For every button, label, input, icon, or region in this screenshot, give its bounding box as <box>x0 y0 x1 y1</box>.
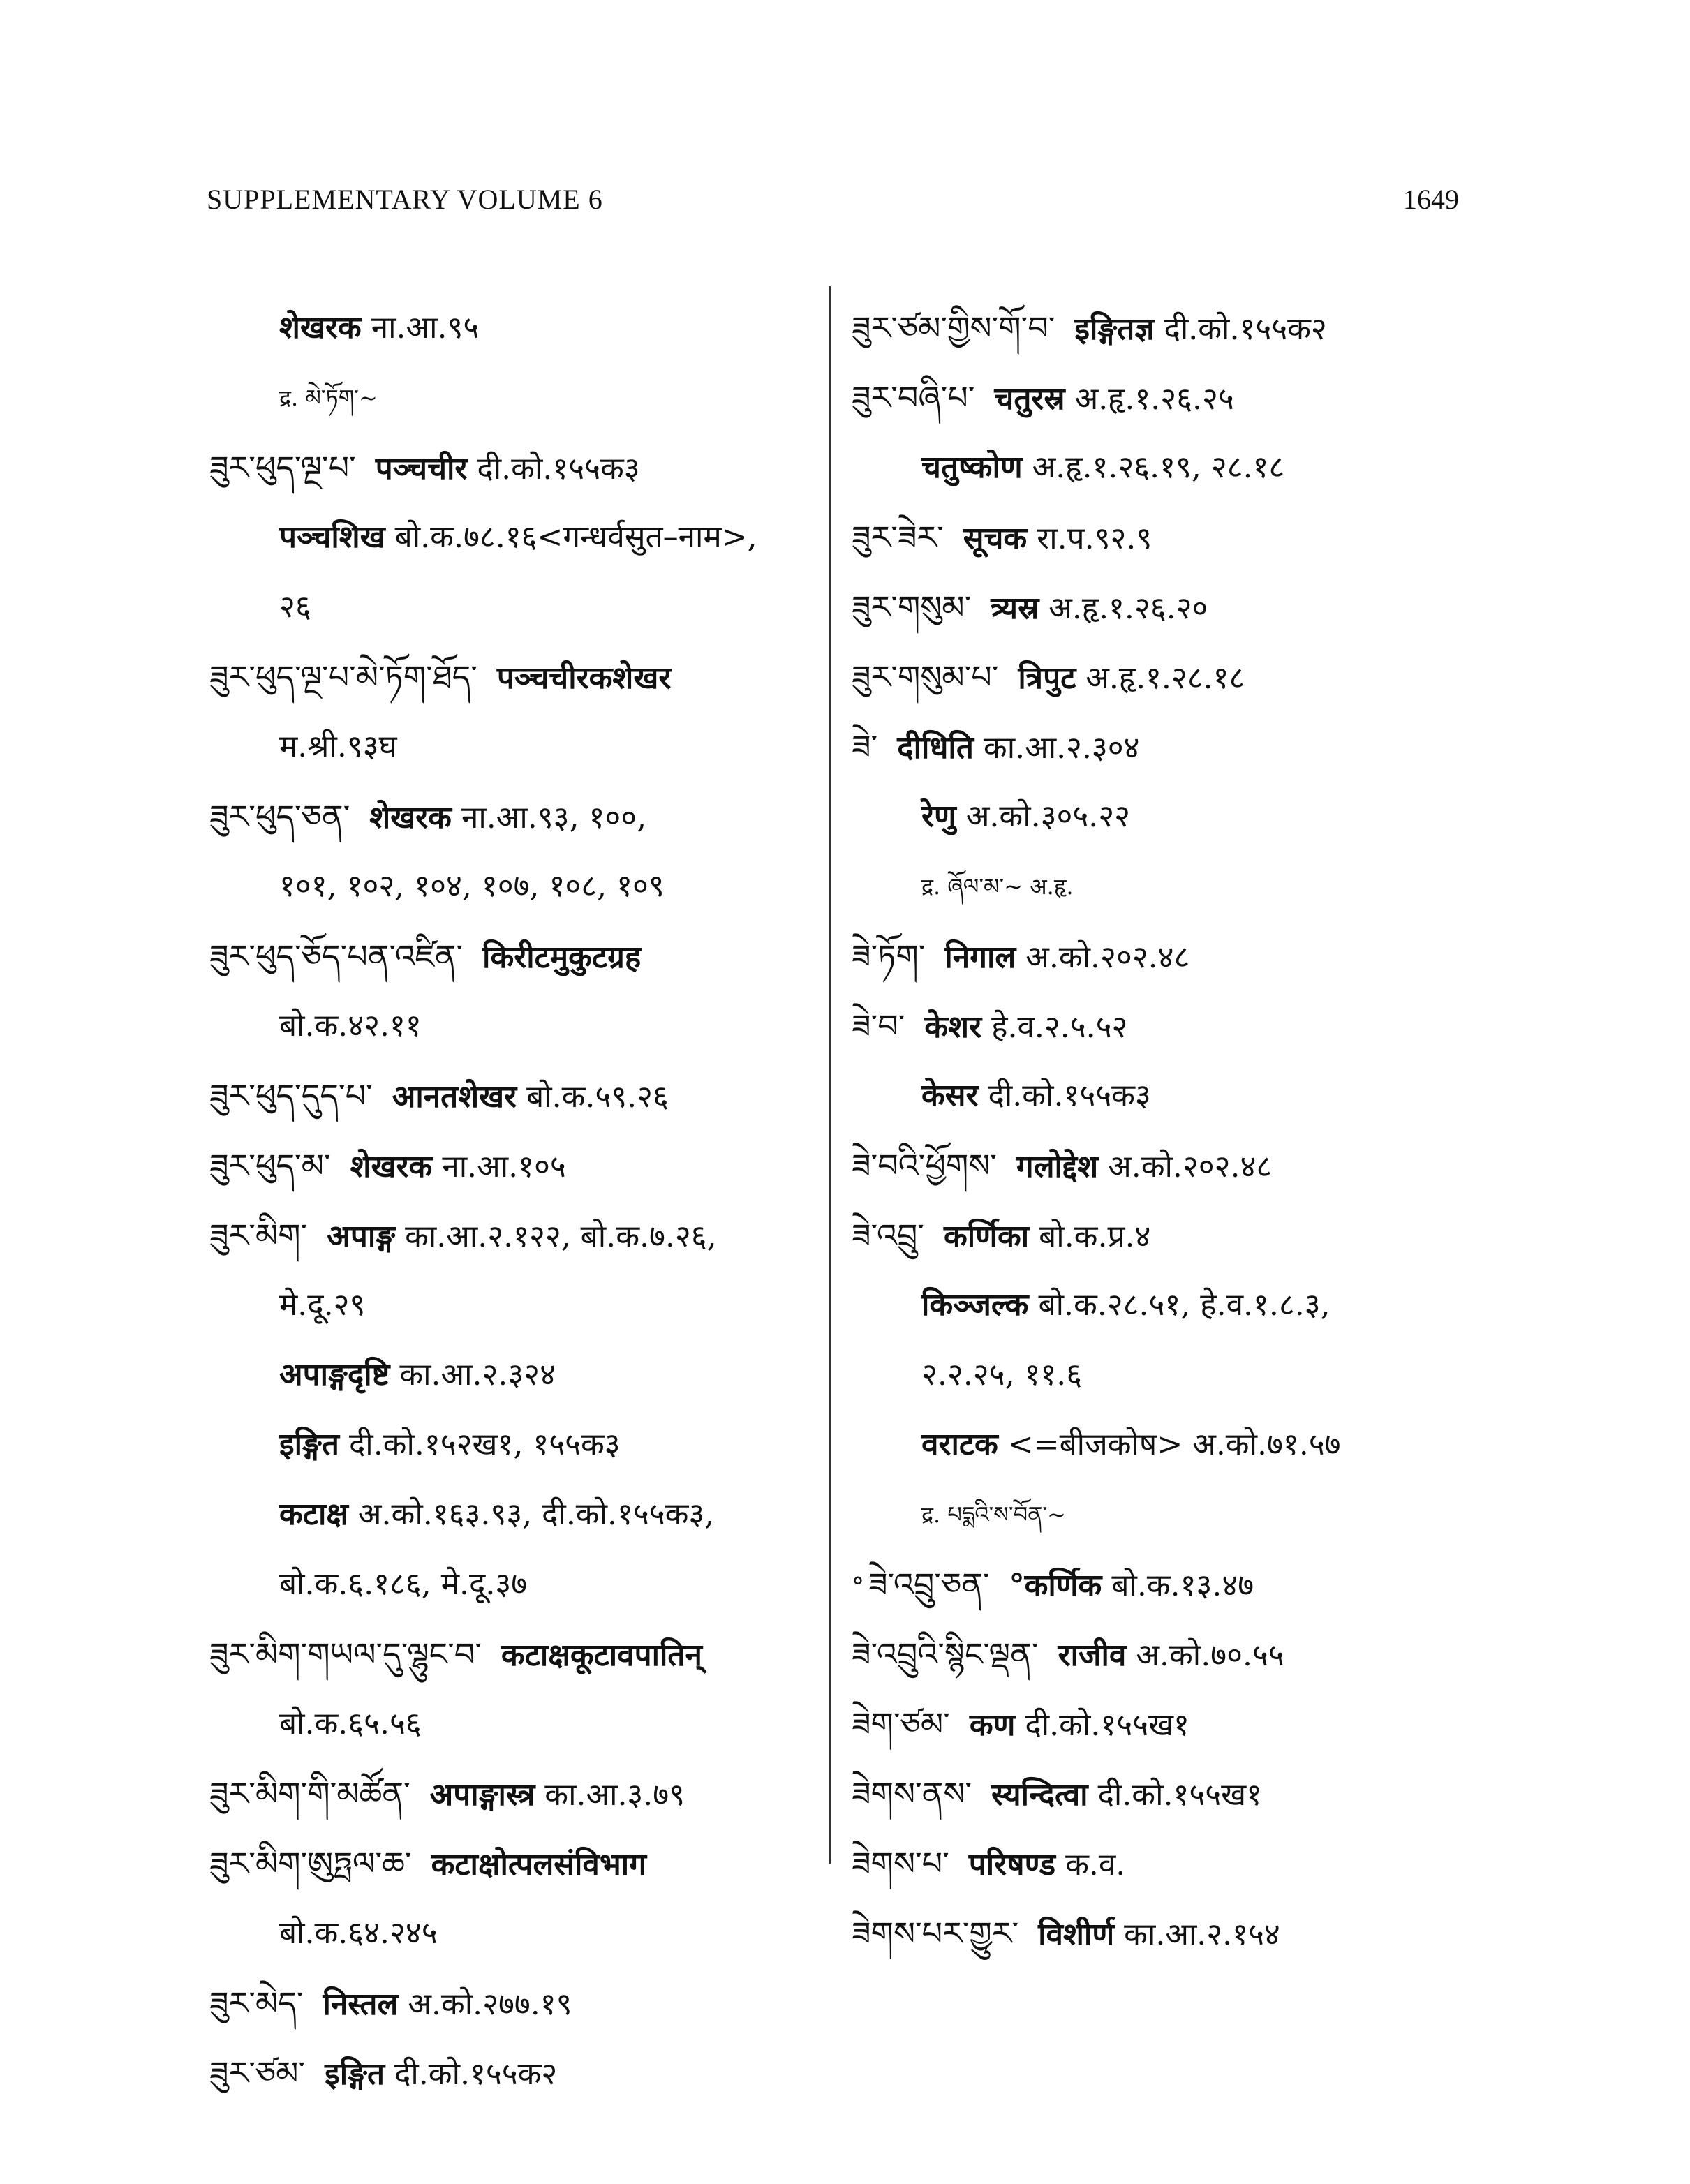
dictionary-entry <box>209 1061 817 1131</box>
entry-continuation <box>209 1480 817 1550</box>
sanskrit-equivalent: कर्णिका <box>943 1219 1030 1254</box>
tibetan-headword: ཟུར་ཕུད་ལྔ་པ་མེ་ཏོག་ཐོད་ <box>209 658 477 696</box>
tibetan-headword: ཟེགས་པར་གྱུར་ <box>852 1915 1019 1952</box>
source-reference: अ.हृ.१.२६.२० <box>1048 590 1208 626</box>
dictionary-entry <box>852 921 1480 991</box>
column-divider <box>829 286 831 1864</box>
source-reference: रा.प.९२.९ <box>1037 521 1152 556</box>
running-title: SUPPLEMENTARY VOLUME 6 <box>207 184 603 215</box>
sanskrit-equivalent: अपाङ्ग <box>327 1219 396 1254</box>
sanskrit-equivalent: विशीर्ण <box>1038 1917 1115 1952</box>
sanskrit-equivalent: चतुष्कोण <box>921 450 1023 485</box>
sanskrit-equivalent: कटाक्षोत्पलसंविभाग <box>431 1847 646 1882</box>
dictionary-entry <box>209 782 817 852</box>
dictionary-entry <box>852 293 1480 363</box>
sanskrit-equivalent: शेखरक <box>369 800 452 835</box>
tibetan-headword: ཟེ་འབྲུ་ <box>852 1217 924 1254</box>
dictionary-entry <box>852 1201 1480 1270</box>
entry-continuation <box>209 503 817 572</box>
source-reference: <=बीजकोष> अ.को.७१.५७ <box>1007 1427 1341 1462</box>
cross-reference <box>209 363 817 433</box>
dictionary-entry <box>209 1968 817 2038</box>
tibetan-headword: ཟུར་ཕུད་དུད་པ་ <box>209 1077 373 1115</box>
dictionary-entry <box>852 1759 1480 1829</box>
tibetan-headword: ཟུར་ཙམ་གྱིས་གོ་བ་ <box>852 309 1055 347</box>
sanskrit-equivalent: दीधिति <box>897 730 974 766</box>
tibetan-headword: ཟེ་བ་ <box>852 1007 905 1045</box>
source-reference: ना.आ.९३, १००, <box>461 800 647 835</box>
tibetan-headword: ཟེ་ <box>852 728 878 766</box>
entry-continuation <box>209 1270 817 1340</box>
dictionary-entry <box>209 1201 817 1270</box>
tibetan-headword: ཟེ་འབྲུའི་སྙིང་ལྡན་ <box>852 1635 1039 1673</box>
source-reference: १०१, १०२, १०४, १०७, १०८, १०९ <box>279 868 665 904</box>
source-reference: २६ <box>279 589 311 625</box>
source-reference: का.आ.२.१५४ <box>1124 1917 1280 1952</box>
source-reference: बो.क.६५.५६ <box>279 1706 422 1741</box>
sanskrit-equivalent: परिषण्ड <box>968 1847 1056 1882</box>
sanskrit-equivalent: वराटक <box>921 1427 998 1462</box>
entry-continuation <box>209 293 817 363</box>
source-reference: अ.को.७०.५५ <box>1136 1637 1284 1673</box>
tibetan-headword: ཟུར་མིག་གི་མཚོན་ <box>209 1775 410 1813</box>
see-also-text: द्र. མེ་ཏོག་~ <box>279 385 378 411</box>
dictionary-entry <box>852 503 1480 572</box>
tibetan-headword: ཟུར་མེད་ <box>209 1984 304 2022</box>
entry-continuation <box>209 991 817 1061</box>
sanskrit-equivalent: चतुरस्र <box>994 381 1065 417</box>
sanskrit-equivalent: किरीटमुकुटग्रह <box>482 939 642 975</box>
source-reference: बो.क.प्र.४ <box>1039 1219 1151 1254</box>
source-reference: ना.आ.१०५ <box>442 1149 566 1184</box>
source-reference: दी.को.१५२ख१, १५५क३ <box>348 1427 621 1462</box>
sanskrit-equivalent: किञ्जल्क <box>921 1287 1029 1323</box>
see-also-text: द्र. པདྨའི་ས་བོན་~ <box>921 1501 1066 1528</box>
sanskrit-equivalent: कटाक्ष <box>279 1496 348 1532</box>
entry-continuation <box>852 782 1480 852</box>
right-column <box>852 293 1480 1968</box>
dictionary-entry <box>852 642 1480 712</box>
sanskrit-equivalent: पञ्चचीरकशेखर <box>496 660 672 696</box>
dictionary-entry <box>852 1550 1480 1619</box>
tibetan-headword: ཟེགས་པ་ <box>852 1845 949 1882</box>
tibetan-headword: ཟུར་ཕུད་མ་ <box>209 1147 331 1184</box>
sanskrit-equivalent: पञ्चशिख <box>279 519 385 555</box>
source-reference: दी.को.१५५ख१ <box>1025 1707 1189 1743</box>
dictionary-entry <box>852 1689 1480 1759</box>
dictionary-entry <box>852 363 1480 433</box>
sanskrit-equivalent: राजीव <box>1058 1637 1127 1673</box>
tibetan-headword: ཟུར་གསུམ་ <box>852 588 972 626</box>
source-reference: बो.क.२८.५१, हे.व.१.८.३, <box>1038 1287 1330 1323</box>
source-reference: बो.क.६.१८६, मे.दू.३७ <box>279 1566 528 1602</box>
source-reference: बो.क.५९.२६ <box>526 1079 669 1115</box>
see-also-text: द्र. ཞོལ་མ་~ अ.हृ. <box>921 873 1074 900</box>
tibetan-headword: ཟུར་ཕུད་ཅོད་པན་འཛིན་ <box>209 937 464 975</box>
dictionary-entry <box>209 1759 817 1829</box>
entry-continuation <box>852 1270 1480 1340</box>
source-reference: अ.हृ.१.२६.२५ <box>1074 381 1234 417</box>
sanskrit-equivalent: निगाल <box>944 939 1016 975</box>
sanskrit-equivalent: केशर <box>924 1009 982 1045</box>
source-reference: मे.दू.२९ <box>279 1287 366 1323</box>
left-column <box>209 293 817 2108</box>
source-reference: अ.हृ.१.२८.१८ <box>1085 660 1245 696</box>
source-reference: का.आ.३.७९ <box>544 1777 685 1813</box>
sanskrit-equivalent: केसर <box>921 1078 979 1113</box>
source-reference: अ.को.३०५.२२ <box>965 798 1130 834</box>
tibetan-headword: ཟེགས་ནས་ <box>852 1775 972 1813</box>
sanskrit-equivalent: गलोद्देश <box>1016 1149 1099 1184</box>
dictionary-entry <box>209 433 817 503</box>
tibetan-headword: ཟེག་ཙམ་ <box>852 1705 950 1743</box>
source-reference: बो.क.१३.४७ <box>1111 1568 1254 1603</box>
dictionary-entry <box>209 642 817 712</box>
entry-continuation <box>852 1410 1480 1480</box>
degree-mark: ° <box>852 1573 864 1602</box>
dictionary-entry <box>852 991 1480 1061</box>
tibetan-headword: ཟུར་ཟེར་ <box>852 519 944 556</box>
source-reference: क.व. <box>1065 1847 1126 1882</box>
tibetan-headword: ཟུར་མིག་ <box>209 1217 308 1254</box>
sanskrit-equivalent: कटाक्षकूटावपातिन् <box>501 1637 702 1673</box>
tibetan-headword: ཟེ་བའི་ཕྱོགས་ <box>852 1147 997 1184</box>
entry-continuation <box>209 712 817 782</box>
source-reference: २.२.२५, ११.६ <box>921 1357 1083 1392</box>
tibetan-headword: ཟེ་ཏོག་ <box>852 937 926 975</box>
entry-continuation <box>852 1340 1480 1410</box>
sanskrit-equivalent: सूचक <box>963 521 1028 556</box>
sanskrit-equivalent: इङ्गितज्ञ <box>1074 311 1155 347</box>
entry-continuation <box>209 1550 817 1619</box>
source-reference: का.आ.२.३०४ <box>983 730 1140 766</box>
tibetan-headword: ཟུར་ཙམ་ <box>209 2054 306 2092</box>
sanskrit-equivalent: रेणु <box>921 798 956 834</box>
source-reference: अ.को.२०२.४८ <box>1025 939 1190 975</box>
dictionary-entry <box>209 1619 817 1689</box>
source-reference: दी.को.१५५क२ <box>1164 311 1327 347</box>
sanskrit-equivalent: शेखरक <box>279 310 362 346</box>
page-number: 1649 <box>1403 184 1459 215</box>
source-reference: दी.को.१५५क३ <box>988 1078 1151 1113</box>
source-reference: बो.क.४२.११ <box>279 1008 422 1043</box>
source-reference: का.आ.२.३२४ <box>399 1357 556 1392</box>
cross-reference <box>852 852 1480 921</box>
dictionary-entry <box>852 1829 1480 1899</box>
sanskrit-equivalent: इङ्गित <box>279 1427 339 1462</box>
dictionary-entry <box>852 572 1480 642</box>
entry-continuation <box>209 572 817 642</box>
dictionary-entry <box>852 1131 1480 1201</box>
tibetan-headword: ཟུར་ཕུད་ཅན་ <box>209 798 350 835</box>
entry-continuation <box>852 1061 1480 1131</box>
dictionary-entry <box>852 1899 1480 1968</box>
entry-continuation <box>209 1689 817 1759</box>
entry-continuation <box>209 1340 817 1410</box>
source-reference: अ.हृ.१.२६.१९, २८.१८ <box>1032 450 1285 485</box>
sanskrit-equivalent: निस्तल <box>323 1986 399 2022</box>
source-reference: ना.आ.९५ <box>371 310 480 346</box>
sanskrit-equivalent: त्रिपुट <box>1018 660 1076 696</box>
dictionary-entry <box>852 1619 1480 1689</box>
source-reference: बो.क.७८.१६<गन्धर्वसुत–नाम>, <box>394 519 757 555</box>
sanskrit-equivalent: कण <box>969 1707 1016 1743</box>
dictionary-entry <box>209 1829 817 1899</box>
sanskrit-equivalent: पञ्चचीर <box>375 451 468 486</box>
entry-continuation <box>209 852 817 921</box>
dictionary-entry <box>209 1131 817 1201</box>
source-reference: दी.को.१५५ख१ <box>1097 1777 1262 1813</box>
source-reference: दी.को.१५५क२ <box>394 2056 558 2092</box>
entry-continuation <box>209 1410 817 1480</box>
sanskrit-equivalent: अपाङ्गदृष्टि <box>279 1357 390 1392</box>
dictionary-entry <box>852 712 1480 782</box>
source-reference: का.आ.२.१२२, बो.क.७.२६, <box>405 1219 717 1254</box>
source-reference: अ.को.१६३.९३, दी.को.१५५क३, <box>357 1496 715 1532</box>
source-reference: म.श्री.९३घ <box>279 729 397 764</box>
sanskrit-equivalent: इङ्गित <box>325 2056 385 2092</box>
entry-continuation <box>209 1899 817 1968</box>
sanskrit-equivalent: आनतशेखर <box>392 1079 517 1115</box>
sanskrit-equivalent: स्यन्दित्वा <box>991 1777 1088 1813</box>
source-reference: हे.व.२.५.५२ <box>991 1009 1128 1045</box>
tibetan-headword: ཟེ་འབྲུ་ཅན་ <box>868 1566 990 1603</box>
sanskrit-equivalent: °कर्णिक <box>1009 1568 1102 1603</box>
tibetan-headword: ཟུར་ཕུད་ལྔ་པ་ <box>209 449 356 486</box>
tibetan-headword: ཟུར་མིག་ཨུཏྤལ་ཆ་ <box>209 1845 412 1882</box>
source-reference: बो.क.६४.२४५ <box>279 1915 438 1951</box>
sanskrit-equivalent: शेखरक <box>350 1149 433 1184</box>
tibetan-headword: ཟུར་བཞི་པ་ <box>852 379 975 417</box>
tibetan-headword: ཟུར་གསུམ་པ་ <box>852 658 999 696</box>
source-reference: अ.को.२७७.१९ <box>408 1986 572 2022</box>
entry-continuation <box>852 433 1480 503</box>
source-reference: अ.को.२०२.४८ <box>1108 1149 1273 1184</box>
sanskrit-equivalent: त्र्यस्र <box>991 590 1039 626</box>
sanskrit-equivalent: अपाङ्गास्त्र <box>429 1777 535 1813</box>
dictionary-entry <box>209 2038 817 2108</box>
tibetan-headword: ཟུར་མིག་གཡལ་དུ་ལྷུང་བ་ <box>209 1635 482 1673</box>
source-reference: दी.को.१५५क३ <box>477 451 640 486</box>
cross-reference <box>852 1480 1480 1550</box>
dictionary-entry <box>209 921 817 991</box>
